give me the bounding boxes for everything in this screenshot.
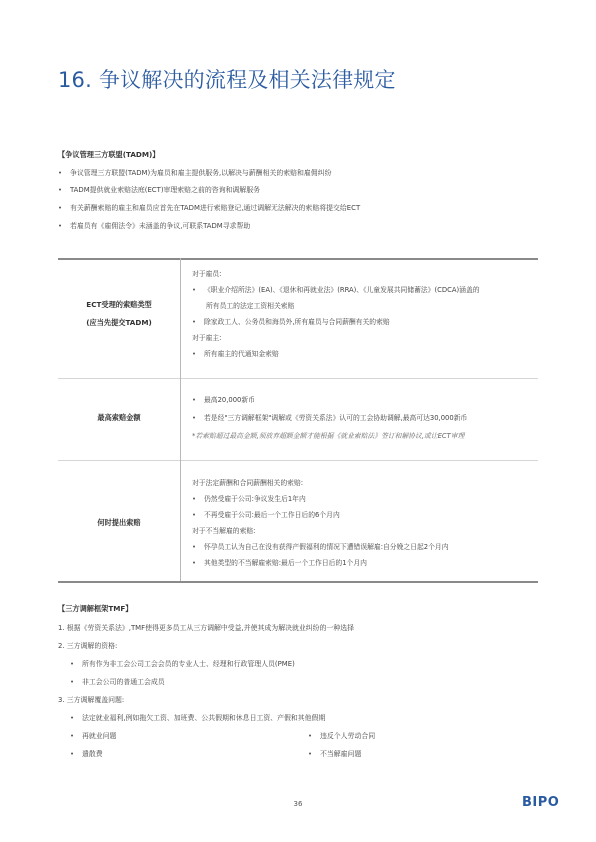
table-column-divider	[180, 258, 181, 581]
table-text: 对于雇员:	[192, 270, 222, 278]
list-item: 1. 根据《劳资关系法》,TMF使得更多员工从三方调解中受益,并使其成为解决就业纠纷的一种选择	[58, 624, 354, 632]
page-number: 36	[293, 800, 303, 808]
list-item: • 违反个人劳动合同	[308, 732, 376, 740]
brand-logo: BIPO	[522, 795, 560, 810]
bullet-icon: •	[192, 350, 197, 358]
list-item: • 非工会公司的普通工会成员	[70, 678, 165, 686]
bullet-icon: •	[70, 750, 75, 758]
bullet-icon: •	[58, 204, 63, 212]
table-bullet-line: • 不再受雇于公司:最后一个工作日后的6个月内	[192, 511, 340, 519]
table-text: 对于雇主:	[192, 334, 222, 342]
list-item: 2. 三方调解的资格:	[58, 642, 118, 650]
bullet-icon: •	[70, 732, 75, 740]
table-divider	[58, 460, 538, 461]
bullet-icon: •	[308, 732, 313, 740]
tmf-heading: 【三方调解框架TMF】	[58, 604, 133, 613]
table-bottom-border	[58, 581, 538, 583]
table-text: 对于不当解雇的索赔:	[192, 527, 256, 535]
bullet-icon: •	[192, 543, 197, 551]
bullet-icon: •	[192, 495, 197, 503]
bullet-icon: •	[192, 318, 197, 326]
table-bullet-line: • 最高20,000新币	[192, 396, 255, 404]
table-label-when-to-file: 何时提出索赔	[97, 518, 141, 527]
bullet-icon: •	[192, 396, 197, 404]
table-text: 对于法定薪酬和合同薪酬相关的索赔:	[192, 479, 304, 487]
list-item: 3. 三方调解覆盖问题:	[58, 696, 125, 704]
table-bullet-line: • 《职业介绍所法》(EA)、《退休和再就业法》(RRA)、《儿童发展共同储蓄法》(CDCA)涵盖的	[192, 286, 480, 294]
list-item: • TADM提供就业索赔法庭(ECT)审理索赔之前的咨询和调解服务	[58, 186, 260, 194]
list-item: • 有关薪酬索赔的雇主和雇员应首先在TADM进行索赔登记,通过调解无法解决的索赔将提交给ECT	[58, 204, 361, 212]
tadm-heading: 【争议管理三方联盟(TADM)】	[58, 150, 160, 159]
bullet-icon: •	[70, 714, 75, 722]
table-divider	[58, 378, 538, 379]
bullet-icon: •	[58, 169, 63, 177]
list-item: • 若雇员有《雇佣法令》未涵盖的争议,可联系TADM寻求帮助	[58, 222, 251, 230]
bullet-icon: •	[192, 559, 197, 567]
bullet-icon: •	[70, 660, 75, 668]
table-label-claim-types: ECT受理的索赔类型 (应当先提交TADM)	[86, 300, 152, 327]
table-bullet-line: • 仍然受雇于公司:争议发生后1年内	[192, 495, 306, 503]
page-title: 16. 争议解决的流程及相关法律规定	[58, 68, 396, 92]
table-bullet-line: • 除家政工人、公务员和海员外,所有雇员与合同薪酬有关的索赔	[192, 318, 390, 326]
bullet-icon: •	[192, 286, 197, 294]
table-label-max-amount: 最高索赔金额	[97, 413, 141, 422]
list-item: • 遣散费	[70, 750, 103, 758]
bullet-icon: •	[70, 678, 75, 686]
bullet-icon: •	[58, 222, 63, 230]
bullet-icon: •	[192, 511, 197, 519]
table-bullet-line: • 若是经"三方调解框架"调解或《劳资关系法》认可的工会协助调解,最高可达30,000新币	[192, 414, 468, 422]
table-bullet-line: • 其他类型的不当解雇索赔:最后一个工作日后的1个月内	[192, 559, 367, 567]
table-note: *若索赔超过最高金额,须放弃超额金额才能根据《就业索赔法》签订和解协议,或让ECT审理	[192, 432, 465, 440]
list-item: • 再就业问题	[70, 732, 117, 740]
table-top-border	[58, 258, 538, 260]
list-item: • 法定就业福利,例如拖欠工资、加班费、公共假期和休息日工资、产假和其他假期	[70, 714, 326, 722]
table-bullet-line: • 怀孕员工认为自己在没有获得产假福利的情况下遭错误解雇:自分娩之日起2个月内	[192, 543, 449, 551]
claims-table	[58, 258, 538, 588]
list-item: • 所有作为非工会公司工会会员的专业人士、经理和行政管理人员(PME)	[70, 660, 295, 668]
bullet-icon: •	[192, 414, 197, 422]
bullet-icon: •	[308, 750, 313, 758]
table-text: 所有员工的法定工资相关索赔	[206, 302, 295, 310]
table-bullet-line: • 所有雇主的代通知金索赔	[192, 350, 279, 358]
bullet-icon: •	[58, 186, 63, 194]
list-item: • 不当解雇问题	[308, 750, 362, 758]
list-item: • 争议管理三方联盟(TADM)为雇员和雇主提供服务,以解决与薪酬相关的索赔和雇佣纠纷	[58, 169, 332, 177]
